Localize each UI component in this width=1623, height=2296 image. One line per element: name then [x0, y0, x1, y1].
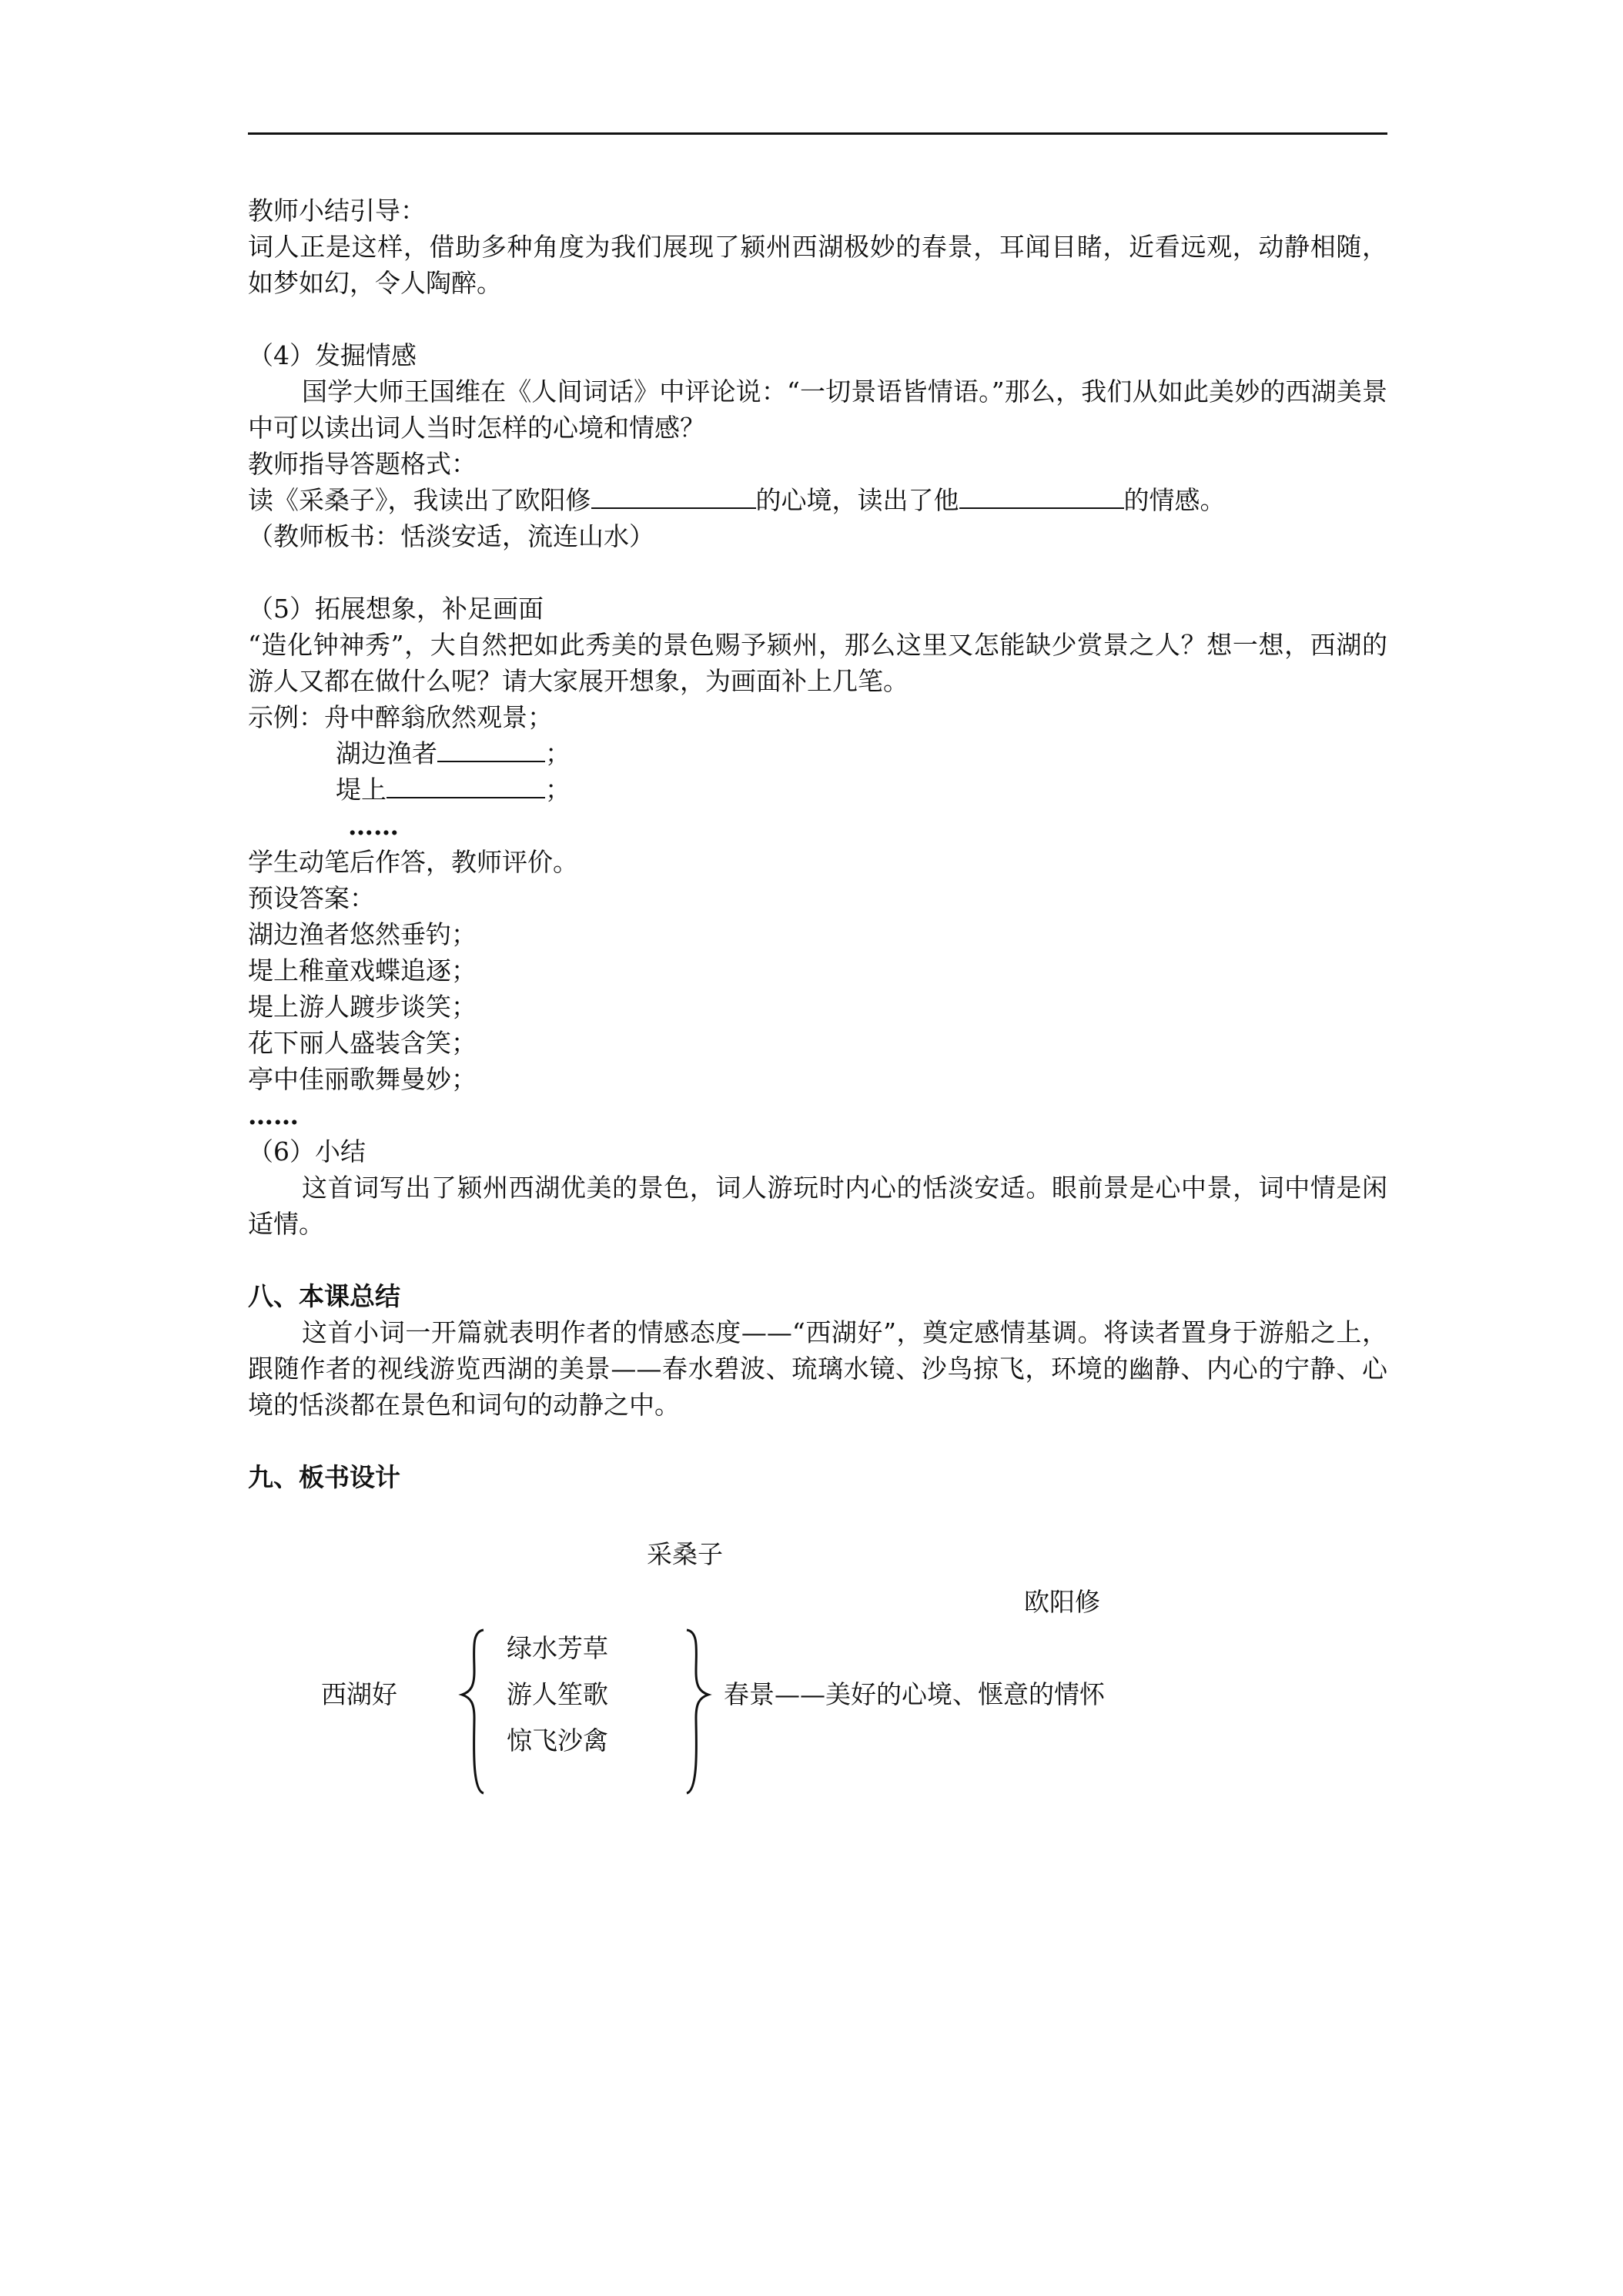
example-bank-end: ；: [545, 775, 571, 805]
fill-blank-emotion: [959, 484, 1124, 509]
section8-para: 这首小词一开篇就表明作者的情感态度——“西湖好”，奠定感情基调。将读者置身于游船之上，跟随作者的视线游览西湖的美景——春水碧波、琉璃水镜、沙鸟掠飞，环境的幽静、内心的宁静、心境的恬淡都在景色和词句的动静之中。: [248, 1317, 1387, 1420]
section6-title: （6）小结: [248, 1136, 366, 1166]
board-item: 惊飞沙禽: [507, 1725, 608, 1755]
section5-student: 学生动笔后作答，教师评价。: [248, 847, 578, 877]
section5-example-fisher: [248, 735, 1387, 771]
section4-board-note: （教师板书：恬淡安适，流连山水）: [248, 521, 654, 551]
board-left-label: 西湖好: [321, 1679, 397, 1709]
section5-preset: 预设答案：: [248, 883, 375, 913]
fill-blank-mood: [591, 484, 756, 509]
section5-para: “造化钟神秀”，大自然把如此秀美的景色赐予颍州，那么这里又怎能缺少赏景之人？想一想，西湖的游人又都在做什么呢？请大家展开想象，为画面补上几笔。: [248, 630, 1387, 696]
answer-item: 湖边渔者悠然垂钓；: [248, 919, 477, 949]
section5-example: 示例：舟中醉翁欣然观景；: [248, 702, 553, 732]
board-right-text: 春景——美好的心境、惬意的情怀: [724, 1679, 1105, 1709]
right-brace: [687, 1630, 708, 1793]
board-author: 欧阳修: [1024, 1587, 1100, 1617]
header-rule: [248, 132, 1387, 135]
answer-item: 花下丽人盛装含笑；: [248, 1028, 477, 1058]
section4-guide: 教师指导答题格式：: [248, 449, 477, 479]
section4-title: （4）发掘情感: [248, 340, 417, 370]
board-item: 绿水芳草: [507, 1633, 608, 1663]
section5-example-dots: ……: [348, 811, 399, 841]
section9-title: 九、板书设计: [248, 1462, 400, 1492]
fill-blank-fisher: [437, 738, 545, 762]
format-part-a: 读《采桑子》，我读出了欧阳修: [248, 485, 591, 515]
answer-item: 堤上稚童戏蝶追逐；: [248, 956, 477, 986]
example-fisher-label: 湖边渔者: [336, 738, 437, 768]
document-body: [248, 192, 1387, 1495]
board-item: 游人笙歌: [507, 1679, 608, 1709]
section5-title: （5）拓展想象，补足画面: [248, 594, 544, 624]
summary-text: 词人正是这样，借助多种角度为我们展现了颍州西湖极妙的春景，耳闻目睹，近看远观，动静相随，如梦如幻，令人陶醉。: [248, 232, 1387, 298]
board-braces: [248, 1536, 1387, 1813]
section4-para: 国学大师王国维在《人间词话》中评论说：“一切景语皆情语。”那么，我们从如此美妙的西湖美景中可以读出词人当时怎样的心境和情感？: [248, 377, 1387, 443]
answer-item: 亭中佳丽歌舞曼妙；: [248, 1064, 477, 1094]
section6-para: 这首词写出了颍州西湖优美的景色，词人游玩时内心的恬淡安适。眼前景是心中景，词中情是闲适情。: [248, 1173, 1387, 1239]
board-title: 采桑子: [647, 1539, 723, 1569]
format-part-c: 的情感。: [1123, 485, 1226, 515]
section5-example-bank: [248, 771, 1387, 808]
fill-blank-bank: [387, 774, 545, 798]
format-part-b: 的心境，读出了他: [755, 485, 959, 515]
summary-heading: 教师小结引导：: [248, 196, 426, 226]
left-brace: [462, 1630, 484, 1793]
example-bank-label: 堤上: [336, 775, 387, 805]
answers-dots: ……: [248, 1100, 299, 1130]
section4-format: [248, 482, 1387, 518]
example-fisher-end: ；: [545, 738, 571, 768]
section8-title: 八、本课总结: [248, 1281, 400, 1311]
blackboard-design: [248, 1536, 1387, 1813]
answer-item: 堤上游人踱步谈笑；: [248, 992, 477, 1022]
